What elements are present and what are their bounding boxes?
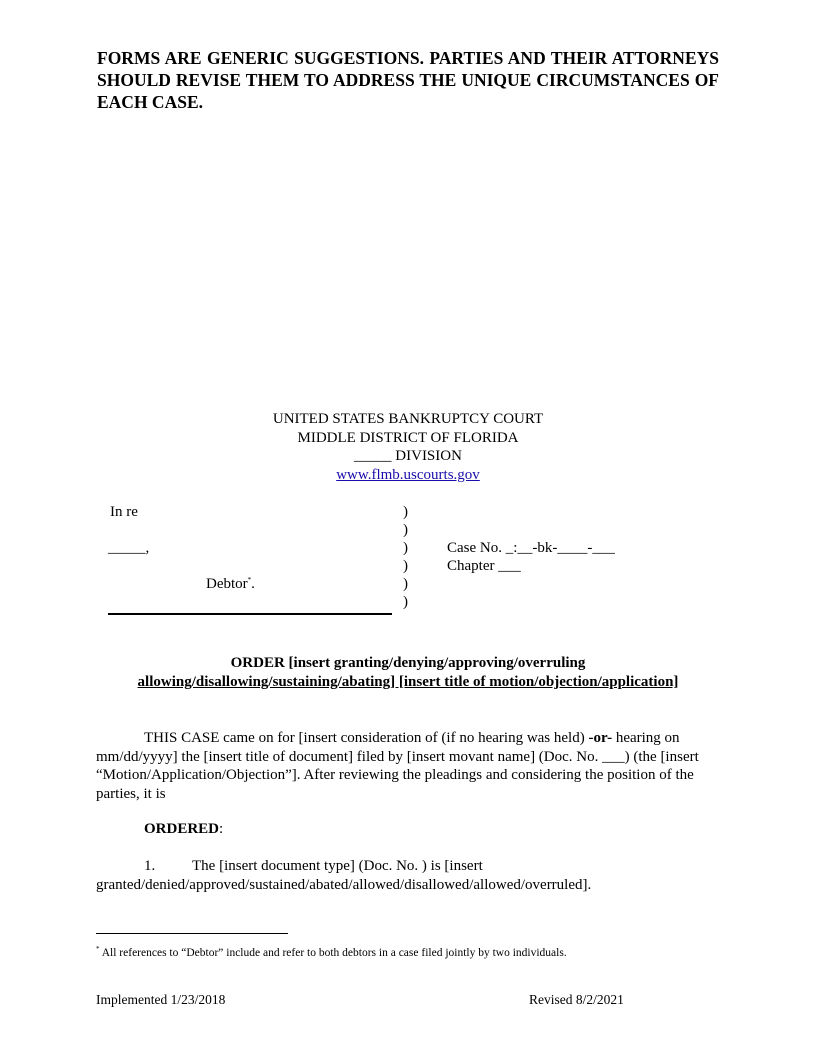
court-division: _____ DIVISION bbox=[354, 448, 462, 464]
caption-rule bbox=[108, 613, 392, 615]
footer-implemented: Implemented 1/23/2018 bbox=[96, 992, 226, 1007]
ordered-heading: ORDERED: bbox=[144, 821, 224, 837]
footer-revised: Revised 8/2/2021 bbox=[529, 992, 624, 1007]
in-re-label: In re bbox=[110, 504, 138, 520]
order-title-line2: allowing/disallowing/sustaining/abating] [insert title of motion/objection/application] bbox=[137, 673, 679, 690]
debtor-name-blank: _____, bbox=[108, 540, 150, 556]
form-notice: FORMS ARE GENERIC SUGGESTIONS. PARTIES AND THEIR ATTORNEYS SHOULD REVISE THEM TO ADDRESS THE UNIQUE CIRCUMSTANCES OF EACH CASE. bbox=[97, 48, 719, 112]
order-item-1 bbox=[96, 857, 720, 894]
chapter-number: Chapter ___ bbox=[447, 558, 521, 574]
item-number: 1. bbox=[144, 858, 156, 874]
court-website-link[interactable]: www.flmb.uscourts.gov bbox=[336, 466, 480, 483]
court-name: UNITED STATES BANKRUPTCY COURT bbox=[272, 411, 544, 427]
footnote: * All references to “Debtor” include and refer to both debtors in a case filed jointly by two individuals. bbox=[96, 945, 567, 959]
court-header bbox=[0, 410, 816, 484]
caption-parentheses: ) ) ) ) ) ) bbox=[403, 504, 408, 610]
case-number: Case No. _:__-bk-____-___ bbox=[447, 540, 615, 556]
debtor-label: Debtor*. bbox=[206, 576, 255, 592]
order-title-line1: ORDER [insert granting/denying/approving/overruling bbox=[230, 655, 586, 671]
footnote-separator bbox=[96, 933, 288, 934]
footnote-reference[interactable]: * bbox=[247, 576, 252, 584]
order-paragraph-1: THIS CASE came on for [insert consideration of (if no hearing was held) -or- hearing on mm/dd/yyyy] the [insert title of document] filed by [insert movant name] (Doc. No. ___) (the [insert “Motion/Application/Objection”]. After reviewing the pleadings and considering the position of the parties, it is bbox=[96, 730, 699, 802]
order-title bbox=[0, 654, 816, 691]
item-text: The [insert document type] (Doc. No. ) is [insert granted/denied/approved/sustained/abated/allowed/disallowed/allowed/overruled]. bbox=[96, 858, 592, 893]
court-district: MIDDLE DISTRICT OF FLORIDA bbox=[297, 429, 519, 446]
